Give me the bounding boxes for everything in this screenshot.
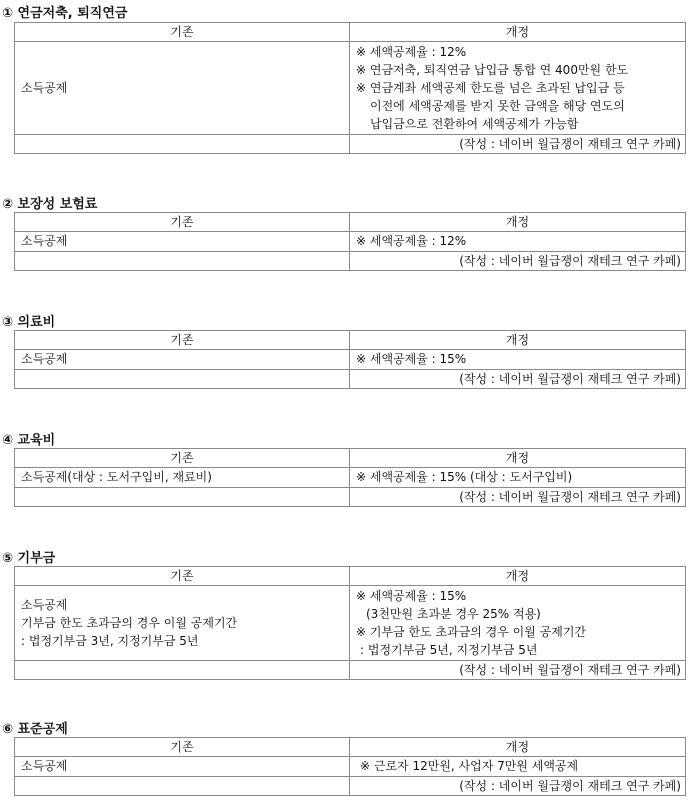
new-cell [350, 350, 686, 370]
new-line: ※ 연금저축, 퇴직연금 납입금 통합 연 400만원 한도 [356, 63, 629, 77]
section-3-title: ③ 의료비 [2, 315, 56, 330]
old-line: 소득공제 [21, 234, 68, 248]
header-new: 개정 [350, 449, 686, 468]
header-new: 개정 [350, 567, 686, 586]
section-6-table [14, 737, 686, 796]
old-line: 소득공제 [21, 352, 68, 366]
header-new: 개정 [350, 331, 686, 350]
new-cell [350, 232, 686, 252]
old-cell [15, 350, 350, 370]
new-line: ※ 세액공제율 : 15% (대상 : 도서구입비) [356, 470, 573, 484]
old-line: 소득공제 [21, 759, 68, 773]
new-cell [350, 42, 686, 135]
new-line: ※ 기부금 한도 초과금의 경우 이월 공제기간 [356, 625, 587, 639]
header-new: 개정 [350, 738, 686, 757]
header-old: 기존 [15, 23, 350, 42]
footer-note: (작성 : 네이버 월급쟁이 재테크 연구 카페) [350, 252, 686, 271]
old-cell [15, 42, 350, 135]
blank-cell [15, 661, 350, 680]
header-old: 기존 [15, 331, 350, 350]
section-5-table [14, 566, 686, 680]
new-line: 납입금으로 전환하여 세액공제가 가능함 [370, 117, 579, 131]
new-cell [350, 468, 686, 488]
new-line: ※ 세액공제율 : 15% [356, 589, 467, 603]
old-line: 소득공제 [21, 81, 68, 95]
old-line: : 법정기부금 3년, 지정기부금 5년 [21, 634, 199, 648]
header-new: 개정 [350, 213, 686, 232]
old-cell [15, 468, 350, 488]
old-cell [15, 232, 350, 252]
section-4-title: ④ 교육비 [2, 433, 56, 448]
new-line: ※ 세액공제율 : 12% [356, 45, 467, 59]
new-line: (3천만원 초과분 경우 25% 적용) [366, 607, 541, 621]
new-line: ※ 근로자 12만원, 사업자 7만원 세액공제 [360, 759, 579, 773]
new-line: ※ 세액공제율 : 15% [356, 352, 467, 366]
old-line: 기부금 한도 초과금의 경우 이월 공제기간 [21, 616, 238, 630]
section-6-title: ⑥ 표준공제 [2, 722, 68, 737]
new-line: 이전에 세액공제를 받지 못한 금액을 해당 연도의 [370, 99, 625, 113]
blank-cell [15, 777, 350, 796]
header-new: 개정 [350, 23, 686, 42]
header-old: 기존 [15, 213, 350, 232]
footer-note: (작성 : 네이버 월급쟁이 재테크 연구 카페) [350, 135, 686, 154]
header-old: 기존 [15, 567, 350, 586]
footer-note: (작성 : 네이버 월급쟁이 재테크 연구 카페) [350, 777, 686, 796]
footer-note: (작성 : 네이버 월급쟁이 재테크 연구 카페) [350, 488, 686, 507]
blank-cell [15, 135, 350, 154]
new-line: ※ 세액공제율 : 12% [356, 234, 467, 248]
footer-note: (작성 : 네이버 월급쟁이 재테크 연구 카페) [350, 370, 686, 389]
section-2-title: ② 보장성 보험료 [2, 197, 98, 212]
section-5-title: ⑤ 기부금 [2, 551, 56, 566]
blank-cell [15, 252, 350, 271]
section-1-title: ① 연금저축, 퇴직연금 [2, 6, 128, 21]
new-line: : 법정기부금 5년, 지정기부금 5년 [360, 643, 538, 657]
footer-note: (작성 : 네이버 월급쟁이 재테크 연구 카페) [350, 661, 686, 680]
section-1-table [14, 22, 686, 154]
section-2-table [14, 212, 686, 271]
section-4-table [14, 448, 686, 507]
header-old: 기존 [15, 738, 350, 757]
new-cell [350, 586, 686, 661]
old-cell [15, 586, 350, 661]
blank-cell [15, 488, 350, 507]
new-line: ※ 연금계좌 세액공제 한도를 넘은 초과된 납입금 등 [356, 81, 625, 95]
old-line: 소득공제 [21, 598, 68, 612]
new-cell [350, 757, 686, 777]
old-cell [15, 757, 350, 777]
blank-cell [15, 370, 350, 389]
old-line: 소득공제(대상 : 도서구입비, 재료비) [21, 470, 212, 484]
section-3-table [14, 330, 686, 389]
header-old: 기존 [15, 449, 350, 468]
